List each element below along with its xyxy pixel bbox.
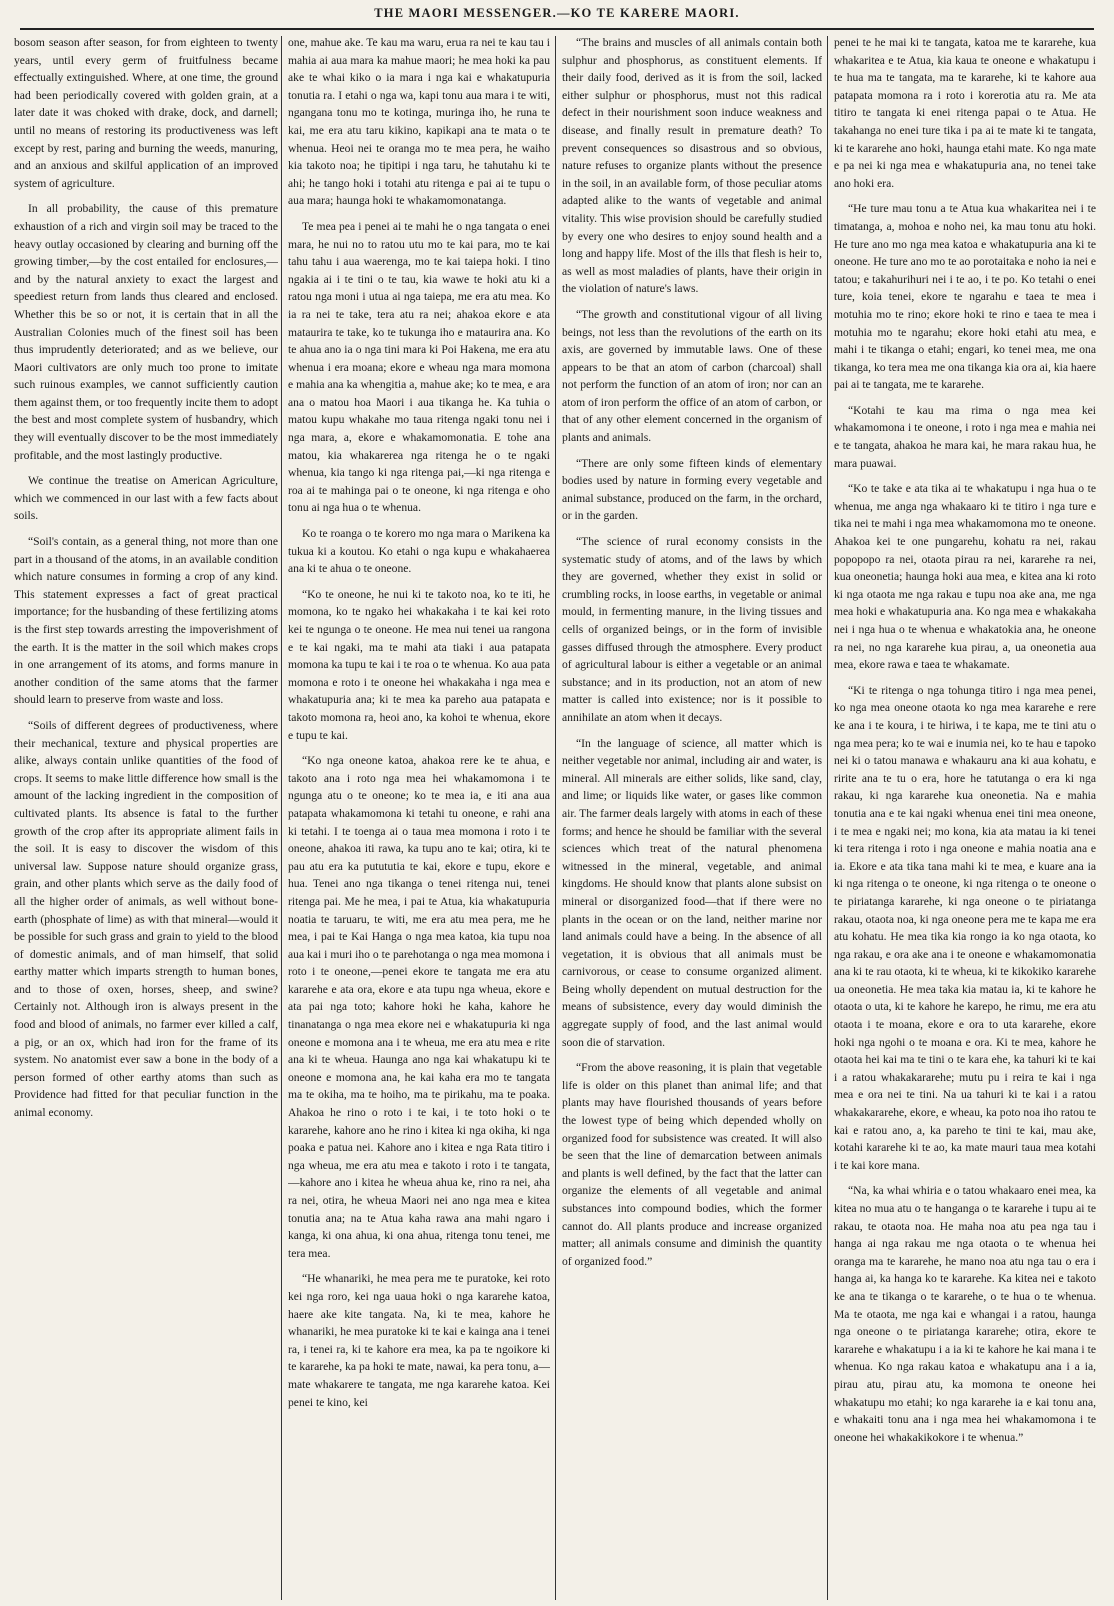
paragraph: one, mahue ake. Te kau ma waru, erua ra nei te kau tau i mahia ai aua mara ka mahue maori; he mea hoki ka pau ake te whai kiko o ia mara i nga kai e whakatupuria tonutia ra. I etahi o nga wa, kapi tonu aua mara i te witi, ngangana tonu mo te kotinga, muringa iho, he runa te kai, me era atu taru kikino, kapikapi ana te mata o te whenua. Heoi nei te oranga mo te mea pera, he waiho kia takoto noa; he tipitipi i nga taru, he tahutahu ki te ahi; he tango hoki i totahi atu ritenga e pai ai te tupu o aua mara; haunga hoki te whakamomonatanga. xyxy=(288,36,550,208)
paragraph: “Soil's contain, as a general thing, not more than one part in a thousand of the atoms, in an available condition which nature consumes in forming a crop of any kind. This statement expresses a fact of great practical importance; for the husbanding of these fertilizing atoms is the first step towards arresting the impoverishment of the earth. It is the matter in the soil which makes crops in one arrangement of its atoms, and forms manure in another condition of the same atoms that the farmer should learn to preserve from waste and loss. xyxy=(14,535,278,707)
paragraph: “Na, ka whai whiria e o tatou whakaaro enei mea, ka kitea no mua atu o te hanganga o te kararehe i tupu ai te rakau, te otaota noa. He maha noa atu pea nga tau i hanga ai nga rakau me nga otaota o te whenua hei oranga ma te kararehe, he mano noa atu nga tau o era i hanga ai, ka hanga ko te kararehe. Ka kitea nei e takoto ke ana te tikanga o te kararehe, o te hua o te whenua. Ma te otaota, me nga kai e whangai i a ratou, haunga nga oneone o te piriatanga kararehe; otira, ekore te kararehe e whakatupu i a ia ki te kahore he kai mana i te whenua. Ko nga rakau katoa e whakatupu ana i a ia, pirau atu, pirau atu, ka momona te oneone hei whakatupu mo etahi; ko nga kararehe ia e kai tonu ana, e whakaiti tonu ana i nga mea hei whakamomona i te oneone hei whakakikokore i te whenua.” xyxy=(834,1184,1096,1444)
paragraph: “The brains and muscles of all animals contain both sulphur and phosphorus, as constituent elements. If their daily food, derived as it is from the soil, lacked either sulphur or phosphorus, must not this radical defect in their nourishment soon induce weakness and disease, and finally result in premature death? To prevent consequences so disastrous and so obvious, nature refuses to organize plants without the presence in the soil, in an available form, of those peculiar atoms adapted alike to the wants of vegetable and animal vitality. This wise provision should be carefully studied by every one who desires to enjoy sound health and a long and happy life. Most of the ills that flesh is heir to, as well as most maladies of plants, have their origin in the violation of nature's laws. xyxy=(562,36,822,296)
paragraph: bosom season after season, for from eighteen to twenty years, until every germ of fruitfulness became effectually extinguished. Where, at one time, the ground had been periodically covered with golden grain, at a later date it was choked with drake, dock, and darnell; until no means of restoring its productiveness was left except by rest, paring and burning the weeds, manuring, and an anxious and skilful application of an improved system of agriculture. xyxy=(14,36,278,190)
columns xyxy=(14,34,1100,1600)
paragraph: “From the above reasoning, it is plain that vegetable life is older on this planet than animal life; and that plants may have flourished thousands of years before the lowest type of being which depended wholly on organized food for subsistence was created. It will also be seen that the line of demarcation between animals and plants is well defined, by the fact that the latter can organize the elements of all vegetable and animal substances into compound bodies, which the former cannot do. All plants produce and increase organized matter; all animals consume and diminish the quantity of organized food.” xyxy=(562,1061,822,1268)
paragraph: “Ko te take e ata tika ai te whakatupu i nga hua o te whenua, me anga nga whakaaro ki te titiro i nga ture e tika nei te mahi i nga mea whakamomona mo te oneone. Ahakoa kei te one pungarehu, kohatu ra nei, rakau popopopo ra nei, otaota pirau ra nei, kararehe ra nei, kua oneonetia; haunga hoki aua mea, e kitea ana ki roto ki nga otaota me nga rakau e tupu noa ake ana, me nga mea hoki e whakatupuria ana. Ko nga mea e whakakaha nei i nga hua o te whenua e whakatokia ana, he oneone ra nei, no nga kararehe kua pirau, a, ua oneonetia aua mea, ekore rawa e taea te whakamate. xyxy=(834,482,1096,672)
column-4 xyxy=(834,34,1096,1600)
paragraph: “In the language of science, all matter which is neither vegetable nor animal, including air and water, is mineral. All minerals are either solids, like sand, clay, and lime; or liquids like water, or gases like common air. The farmer deals largely with atoms in each of these forms; and hence he should be familiar with the several sciences which treat of the natural phenomena witnessed in the mineral, vegetable, and animal kingdoms. He should know that plants alone subsist on mineral or disorganized food—that if there were no plants in the ocean or on the land, neither marine nor land animals could have a being. In the absence of all vegetation, it is obvious that all animals must be carnivorous, or cease to consume organized aliment. Being wholly dependent on mutual destruction for the means of subsistence, every day would diminish the aggregate supply of food, and the last animal would soon die of starvation. xyxy=(562,736,822,1049)
column-3 xyxy=(562,34,822,1600)
paragraph: Te mea pea i penei ai te mahi he o nga tangata o enei mara, he nui no to ratou utu mo te kai para, mo te kai tahu tahu i aua waerenga, mo te kai taiepa hoki. I tino ngakia ai i te tini o te tau, kia wawe te hoki atu ki a ratou nga moni i utua ai nga taiepa, me era atu mea. Ko ia ra nei te take, tera atu ra nei; ahakoa ekore e ata mataurira te take, ko te tukunga iho e mataurira ana. Ko te ahua ano ia o nga tini mara ki Poi Hakena, me era atu whenua i era moana; ekore e wheau nga mara momona e mahia ana ka whengitia a, mahue ake; ko te mea, e ara ana o matou hoa Maori i aua tikanga he. Ka tuhia o matou kupu whakahe mo taua ritenga ngaki tonu nei i nga mara, a, ekore e whakamomonatia. E tohe ana matou, kia whakarerea nga ritenga he o te ngaki whenua, kia tango ki nga ritenga pai,—ki nga ritenga e roa ai te mahinga pai o te oneone, ki nga ritenga e oho tonu ai nga hua o te whenua. xyxy=(288,219,550,515)
paragraph: In all probability, the cause of this premature exhaustion of a rich and virgin soil may be traced to the heavy outlay occasioned by clearing and burning off the growing timber,—by the cost entailed for enclosures,—and by the natural anxiety to exact the largest and speediest return from lands thus cleared and enclosed. Whether this be so or not, it is certain that in all the Australian Colonies much of the finest soil has been thus imprudently deteriorated; and as we believe, our Maori cultivators are only much too prone to imitate such ruinous examples, we cannot sufficiently caution them against them, or too frequently incite them to adopt the best and most complete system of husbandry, which they will eventually discover to be the most immediately profitable, and the most lastingly productive. xyxy=(14,202,278,462)
paragraph: “Soils of different degrees of productiveness, where their mechanical, texture and physical properties are alike, always contain unlike quantities of the food of crops. It seems to make little difference how small is the amount of the lacking ingredient in the composition of cultivated plants. Its absence is fatal to the further growth of the crop after its appropriate aliment fails in the soil. It is easy to discover the wisdom of this universal law. Suppose nature should organize grass, grain, and other plants which serve as the daily food of all the higher order of animals, as well without bone-earth (phosphate of lime) as with that mineral—would it be possible for such grass and grain to yield to the blood of domestic animals, and of man himself, that solid earthy matter which imparts strength to human bones, and to those of oxen, horses, sheep, and swine? Certainly not. Although iron is always present in the food and blood of animals, no farmer ever killed a calf, a pig, or an ox, which had iron for the frame of its system. No anatomist ever saw a bone in the body of a person formed of other earthy atoms than such as Providence had fitted for that peculiar function in the animal economy. xyxy=(14,718,278,1120)
paragraph: “Ki te ritenga o nga tohunga titiro i nga mea penei, ko nga mea oneone otaota ko nga mea kararehe e rere ke ana i te koura, i te hiriwa, i te kapa, me te tini atu o nga mea pera; ko te wai e inumia nei, ko te hau e tapoko nei ki o tatou manawa e whakauru ana ki aua kohatu, e ririte ana te tu o era, hore he tatutanga o era ki nga rakau, ki nga kararehe kua oneonetia. Na e mahia tonutia ana e te kai ngaki whenua enei tini mea oneone, i te mea e ngaki nei; mo kona, kia ata matau ia ki tenei ki tera ritenga i roto i nga oneone e mahia noatia ana e ia. Ekore e ata tika tana mahi ki te mea, e kuare ana ia ki nga ritenga o te oneone, ki nga ritenga o te oneone o te piriatanga kararehe, ki nga oneone o te piriatanga rakau, otaota noa, ki nga oneone pera me te kapa me era atu kohatu. He mea tika kia rongo ia ko nga otaota, ko nga rakau, e ora ake ana i te oneone e whakamomonatia ana ki te rau otaota, ki te wheua, ki te kikokiko kararehe ua oneonetia. He mea taka kia matau ia, ki te kahore he otaota o uta, ki te kahore he karepo, he rimu, me era atu otaota i te moana, ekore e ora to uta kararehe, ekore hoki nga ngohi o te moana e ora. Ki te mea, kahore he otaota hei kai ma te tini o te kara ehe, ka tahuri ki te kai i a ratou whakakararehe; mutu pu i reira te kai i nga mea e ora nei te tini. Na ua tahuri ki te kai i a ratou whakakararehe, ekore, e wheau, ka poto noa iho ratou te kai e ratou ano, a, ka pareho te tini te kai, mau ake, kotahi kararehe ki te ao, ka mate mauri taua mea kotahi i te kai kore mana. xyxy=(834,683,1096,1172)
paragraph: “There are only some fifteen kinds of elementary bodies used by nature in forming every vegetable and animal substance, produced on the farm, in the orchard, or in the garden. xyxy=(562,456,822,523)
paragraph: “He whanariki, he mea pera me te puratoke, kei roto kei nga roro, kei nga uaua hoki o nga kararehe katoa, haere ake kite tangata. Na, ki te mea, kahore he whanariki, he mea puratoke ki te kai e kainga ana i tenei ra, i tenei ra, ki te kahore era mea, ka pa te ngoikore ki te kararehe, ka pa hoki te mate, nawai, ka pera tonu, a—mate whakarere te tangata, me nga kararehe katoa. Kei penei te kino, kei xyxy=(288,1272,550,1409)
header-rule xyxy=(20,28,1094,30)
paragraph: penei te he mai ki te tangata, katoa me te kararehe, kua whakaritea e te Atua, kia kaua te oneone e whakatupu i te hua ma te tangata, ma te kararehe, ki te kahore aua patapata momona ra i roto i korerotia atu ra. Me ata titiro te tangata ki enei ritenga papai o te Atua. He takahanga no enei ture tika i pa ai te mate ki te tangata, ki te kararehe ano hoki, haunga etahi mate. Ko nga mate e pa nei ki nga mea e whakatupuria ana, no tenei take ano hoki era. xyxy=(834,36,1096,190)
paragraph: “The science of rural economy consists in the systematic study of atoms, and of the laws by which they are governed, whether they exist in solid or crumbling rocks, in loose earths, in vegetable or animal mould, in fermenting manure, in the living tissues and cells of organized beings, or in the form of invisible gasses diffused through the atmosphere. Every product of agricultural labour is either a vegetable or an animal substance; and in its production, not an atom of new matter is called into existence; nor is it possible to annihilate an atom when it decays. xyxy=(562,535,822,724)
paragraph: “Kotahi te kau ma rima o nga mea kei whakamomona i te oneone, i roto i nga mea e mahia nei e te tangata, ahakoa he mara kai, he mara rakau hua, he mara puawai. xyxy=(834,403,1096,470)
paragraph: “Ko nga oneone katoa, ahakoa rere ke te ahua, e takoto ana i roto nga mea hei whakamomona i te ngunga atu o te oneone; ko te mea ia, e iti ana aua patapata whakamomona ki tetahi tu oneone, e rahi ana ki tetahi. I te toenga ai o taua mea momona i roto i te oneone, ahakoa iti rawa, ka tupu ano te kai; otira, ki te pau atu era ka putututia te kai, ekore e tupu, ekore e hua. Tenei ano nga tikanga o tenei ritenga nui, tenei ritenga pai. Me he mea, i pai te Atua, kia whakatupuria noatia te taruaru, te witi, me era atu mea pera, me he mea, i pai te Kai Hanga o nga mea katoa, kia tupu noa aua kai i muri iho o te parehotanga o nga mea momona i roto i te oneone,—penei ekore te tangata me era atu kararehe e ata ora, ekore e ata tupu nga wheua, ekore e ata pai nga toto; kahore hoki he kaha, kahore he tinanatanga o nga mea ekore nei e whakatupuria ki nga oneone e momona ana i te wheua, me era atu mea e rite ana ki te wheua. Haunga ano nga kai whakatupu ki te oneone e momona ana, he kai kaha era mo te tangata ma te okiha, ma te hoiho, ma te pirikahu, ma te poaka. Ahakoa he rino o roto i te kai, i te toto hoki o te kararehe, kahore ano he rino i kitea ki nga okiha, ki nga poaka e patua nei. Kahore ano i kitea e nga Rata titiro i nga wheua, me era atu mea e takoto i roto i te tangata,—kahore ano i kitea he wheua ahua ke, rino ra nei, aha ra nei, otira, he wheua Maori nei ano nga mea e kitea tonutia ana; na te Atua kaha rawa ana mahi ngaro i kanga, ki ona ahua, ki ona ahua, ritenga tonu tenei, me tera mea. xyxy=(288,754,550,1260)
paragraph: “Ko te oneone, he nui ki te takoto noa, ko te iti, he momona, ko te ngako hei whakakaha i te kai kei roto kei te ngunga o te oneone. He mea nui tenei ua rangona e te kai ngaki, ma te mahi ata tiaki i aua patapata momona ka tupu te kai i te roa o te whenua. Ko aua pata momona e roto i te oneone hei whakakaha i nga mea e whakatupuria ana; ki te mea ka pareho aua patapata e takoto momona ra, heoi ano, ka kohoi te whenua, ekore e tupu te kai. xyxy=(288,587,550,742)
column-2 xyxy=(288,34,550,1600)
paragraph: Ko te roanga o te korero mo nga mara o Marikena ka tukua ki a koutou. Ko etahi o nga kupu e whakahaerea ana ki te ahua o te oneone. xyxy=(288,527,550,576)
paragraph: “The growth and constitutional vigour of all living beings, not less than the revolutions of the earth on its axis, are governed by immutable laws. One of these appears to be that an atom of carbon (charcoal) shall not perform the function of an atom of iron; nor can an atom of iron perform the office of an atom of carbon, or that of any other element concerned in the organism of plants and animals. xyxy=(562,307,822,445)
paragraph: “He ture mau tonu a te Atua kua whakaritea nei i te timatanga, a, mohoa e noho nei, ka mau tonu atu hoki. He ture ano mo nga mea katoa e whakatupuria ana ki te oneone. He ture ano mo te ao porotaitaka e noho ia nei e tatou; e takahurihuri nei i te ao, i te po. Ko tetahi o enei ture, koia tenei, ekore te ngarahu e taea te mea i motuhia mo te rino; ekore hoki te rino e taea te mea i motuhia mo te ngarahu; ekore hoki etahi atu mea, e mahi i te tikanga o etahi; engari, ko tenei mea, me ona tikanga, ko tera mea me ona tikanga kia ora ai, kia haere pai ai te tangata, me te kararehe. xyxy=(834,202,1096,392)
masthead: THE MAORI MESSENGER.—KO TE KARERE MAORI. xyxy=(374,6,740,20)
column-1 xyxy=(14,34,278,1600)
paragraph: We continue the treatise on American Agriculture, which we commenced in our last with a few facts about soils. xyxy=(14,474,278,523)
